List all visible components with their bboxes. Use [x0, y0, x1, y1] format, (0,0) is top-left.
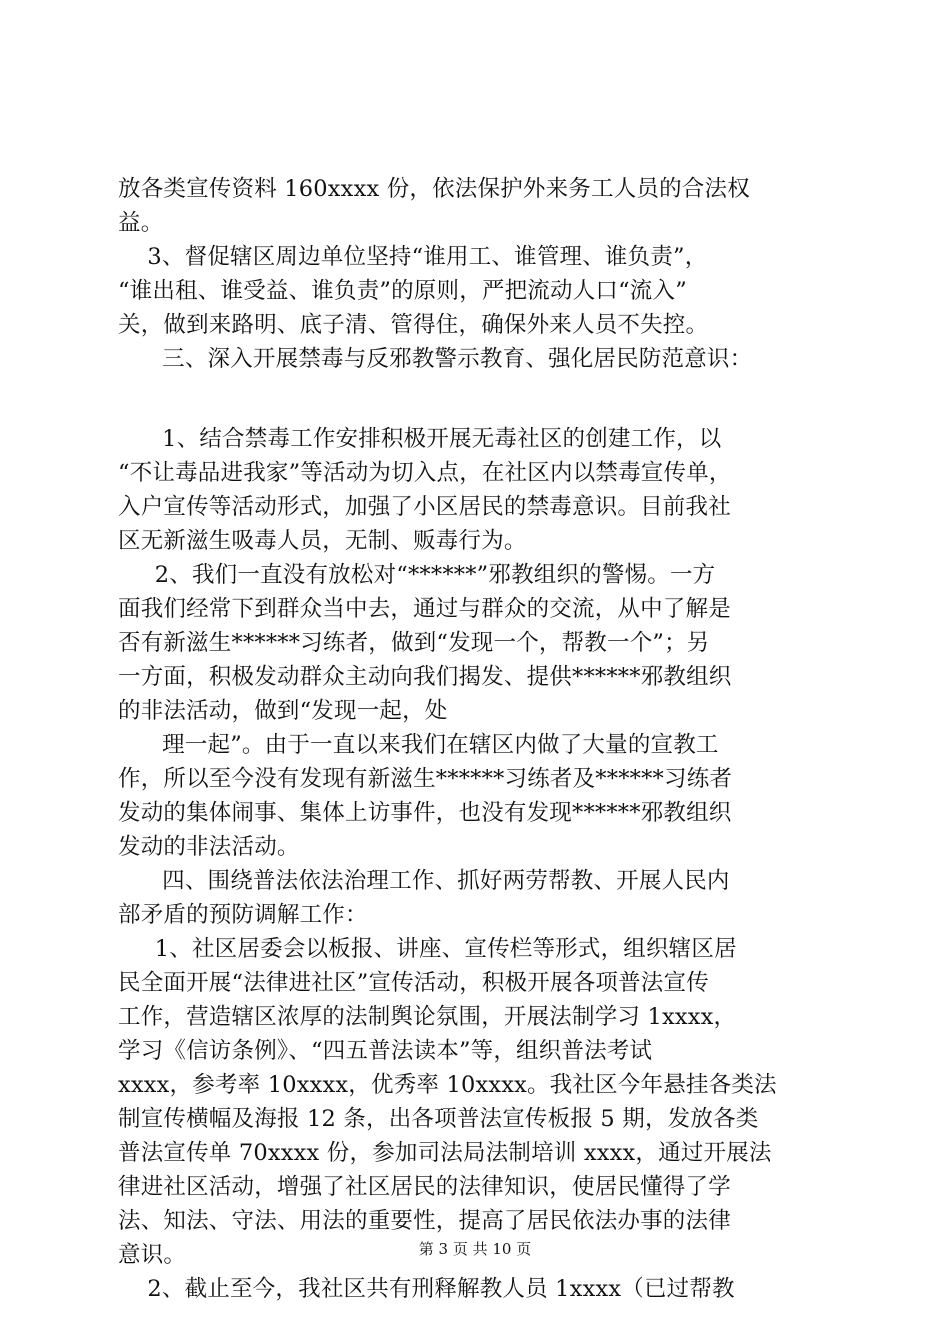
text-line: 学习《信访条例》、“四五普法读本”等，组织普法考试 [118, 1038, 653, 1064]
text-line: “谁出租、谁受益、谁负责”的原则，严把流动人口“流入” [118, 278, 687, 304]
paragraph-gap [118, 376, 838, 422]
text-block-before-gap [118, 172, 838, 376]
text-line: 发动的非法活动。 [118, 834, 300, 860]
text-block-after-gap [118, 422, 838, 1306]
text-line: 关，做到来路明、底子清、管得住，确保外来人员不失控。 [118, 312, 709, 338]
text-line: 民全面开展“法律进社区”宣传活动，积极开展各项普法宣传 [118, 970, 709, 996]
page-footer: 第 3 页 共 10 页 [418, 1240, 532, 1258]
text-line: 三、深入开展禁毒与反邪教警示教育、强化居民防范意识： [118, 346, 753, 372]
text-line: 一方面，积极发动群众主动向我们揭发、提供******邪教组织 [118, 664, 732, 690]
text-line: 律进社区活动，增强了社区居民的法律知识，使居民懂得了学 [118, 1174, 731, 1200]
text-line: 否有新滋生******习练者，做到“发现一个，帮教一个”；另 [118, 630, 710, 656]
text-line: 面我们经常下到群众当中去，通过与群众的交流，从中了解是 [118, 596, 731, 622]
text-line: 工作，营造辖区浓厚的法制舆论氛围，开展法制学习 1xxxx， [118, 1004, 737, 1030]
text-line: 发动的集体闹事、集体上访事件，也没有发现******邪教组织 [118, 800, 732, 826]
text-line: 区无新滋生吸毒人员，无制、贩毒行为。 [118, 528, 527, 554]
text-line: 2、截止至今，我社区共有刑释解教人员 1xxxx（已过帮教 [118, 1276, 735, 1302]
text-line: 入户宣传等活动形式，加强了小区居民的禁毒意识。目前我社 [118, 494, 731, 520]
text-line: xxxx，参考率 10xxxx，优秀率 10xxxx。我社区今年悬挂各类法 [118, 1072, 777, 1098]
text-line: 1、社区居委会以板报、讲座、宣传栏等形式，组织辖区居 [118, 936, 737, 962]
text-line: 法、知法、守法、用法的重要性，提高了居民依法办事的法律 [118, 1208, 731, 1234]
text-line: 1、结合禁毒工作安排积极开展无毒社区的创建工作，以 [118, 426, 722, 452]
text-line: 制宣传横幅及海报 12 条，出各项普法宣传板报 5 期，发放各类 [118, 1106, 759, 1132]
text-line: 放各类宣传资料 160xxxx 份，依法保护外来务工人员的合法权 [118, 176, 750, 202]
text-line: “不让毒品进我家”等活动为切入点，在社区内以禁毒宣传单， [118, 460, 732, 486]
document-body [118, 172, 838, 1306]
text-line: 3、督促辖区周边单位坚持“谁用工、谁管理、谁负责”， [118, 244, 708, 270]
text-line: 的非法活动，做到“发现一起，处 [118, 698, 448, 724]
text-line: 部矛盾的预防调解工作： [118, 902, 368, 928]
text-line: 意识。 [118, 1242, 187, 1268]
text-line: 四、围绕普法依法治理工作、抓好两劳帮教、开展人民内 [118, 868, 730, 894]
text-line: 2、我们一直没有放松对“******”邪教组织的警惕。一方 [118, 562, 716, 588]
text-line: 益。 [118, 210, 164, 236]
text-line: 普法宣传单 70xxxx 份，参加司法局法制培训 xxxx，通过开展法 [118, 1140, 772, 1166]
text-line: 作，所以至今没有发现有新滋生******习练者及******习练者 [118, 766, 733, 792]
text-line: 理一起”。由于一直以来我们在辖区内做了大量的宣教工 [118, 732, 719, 758]
